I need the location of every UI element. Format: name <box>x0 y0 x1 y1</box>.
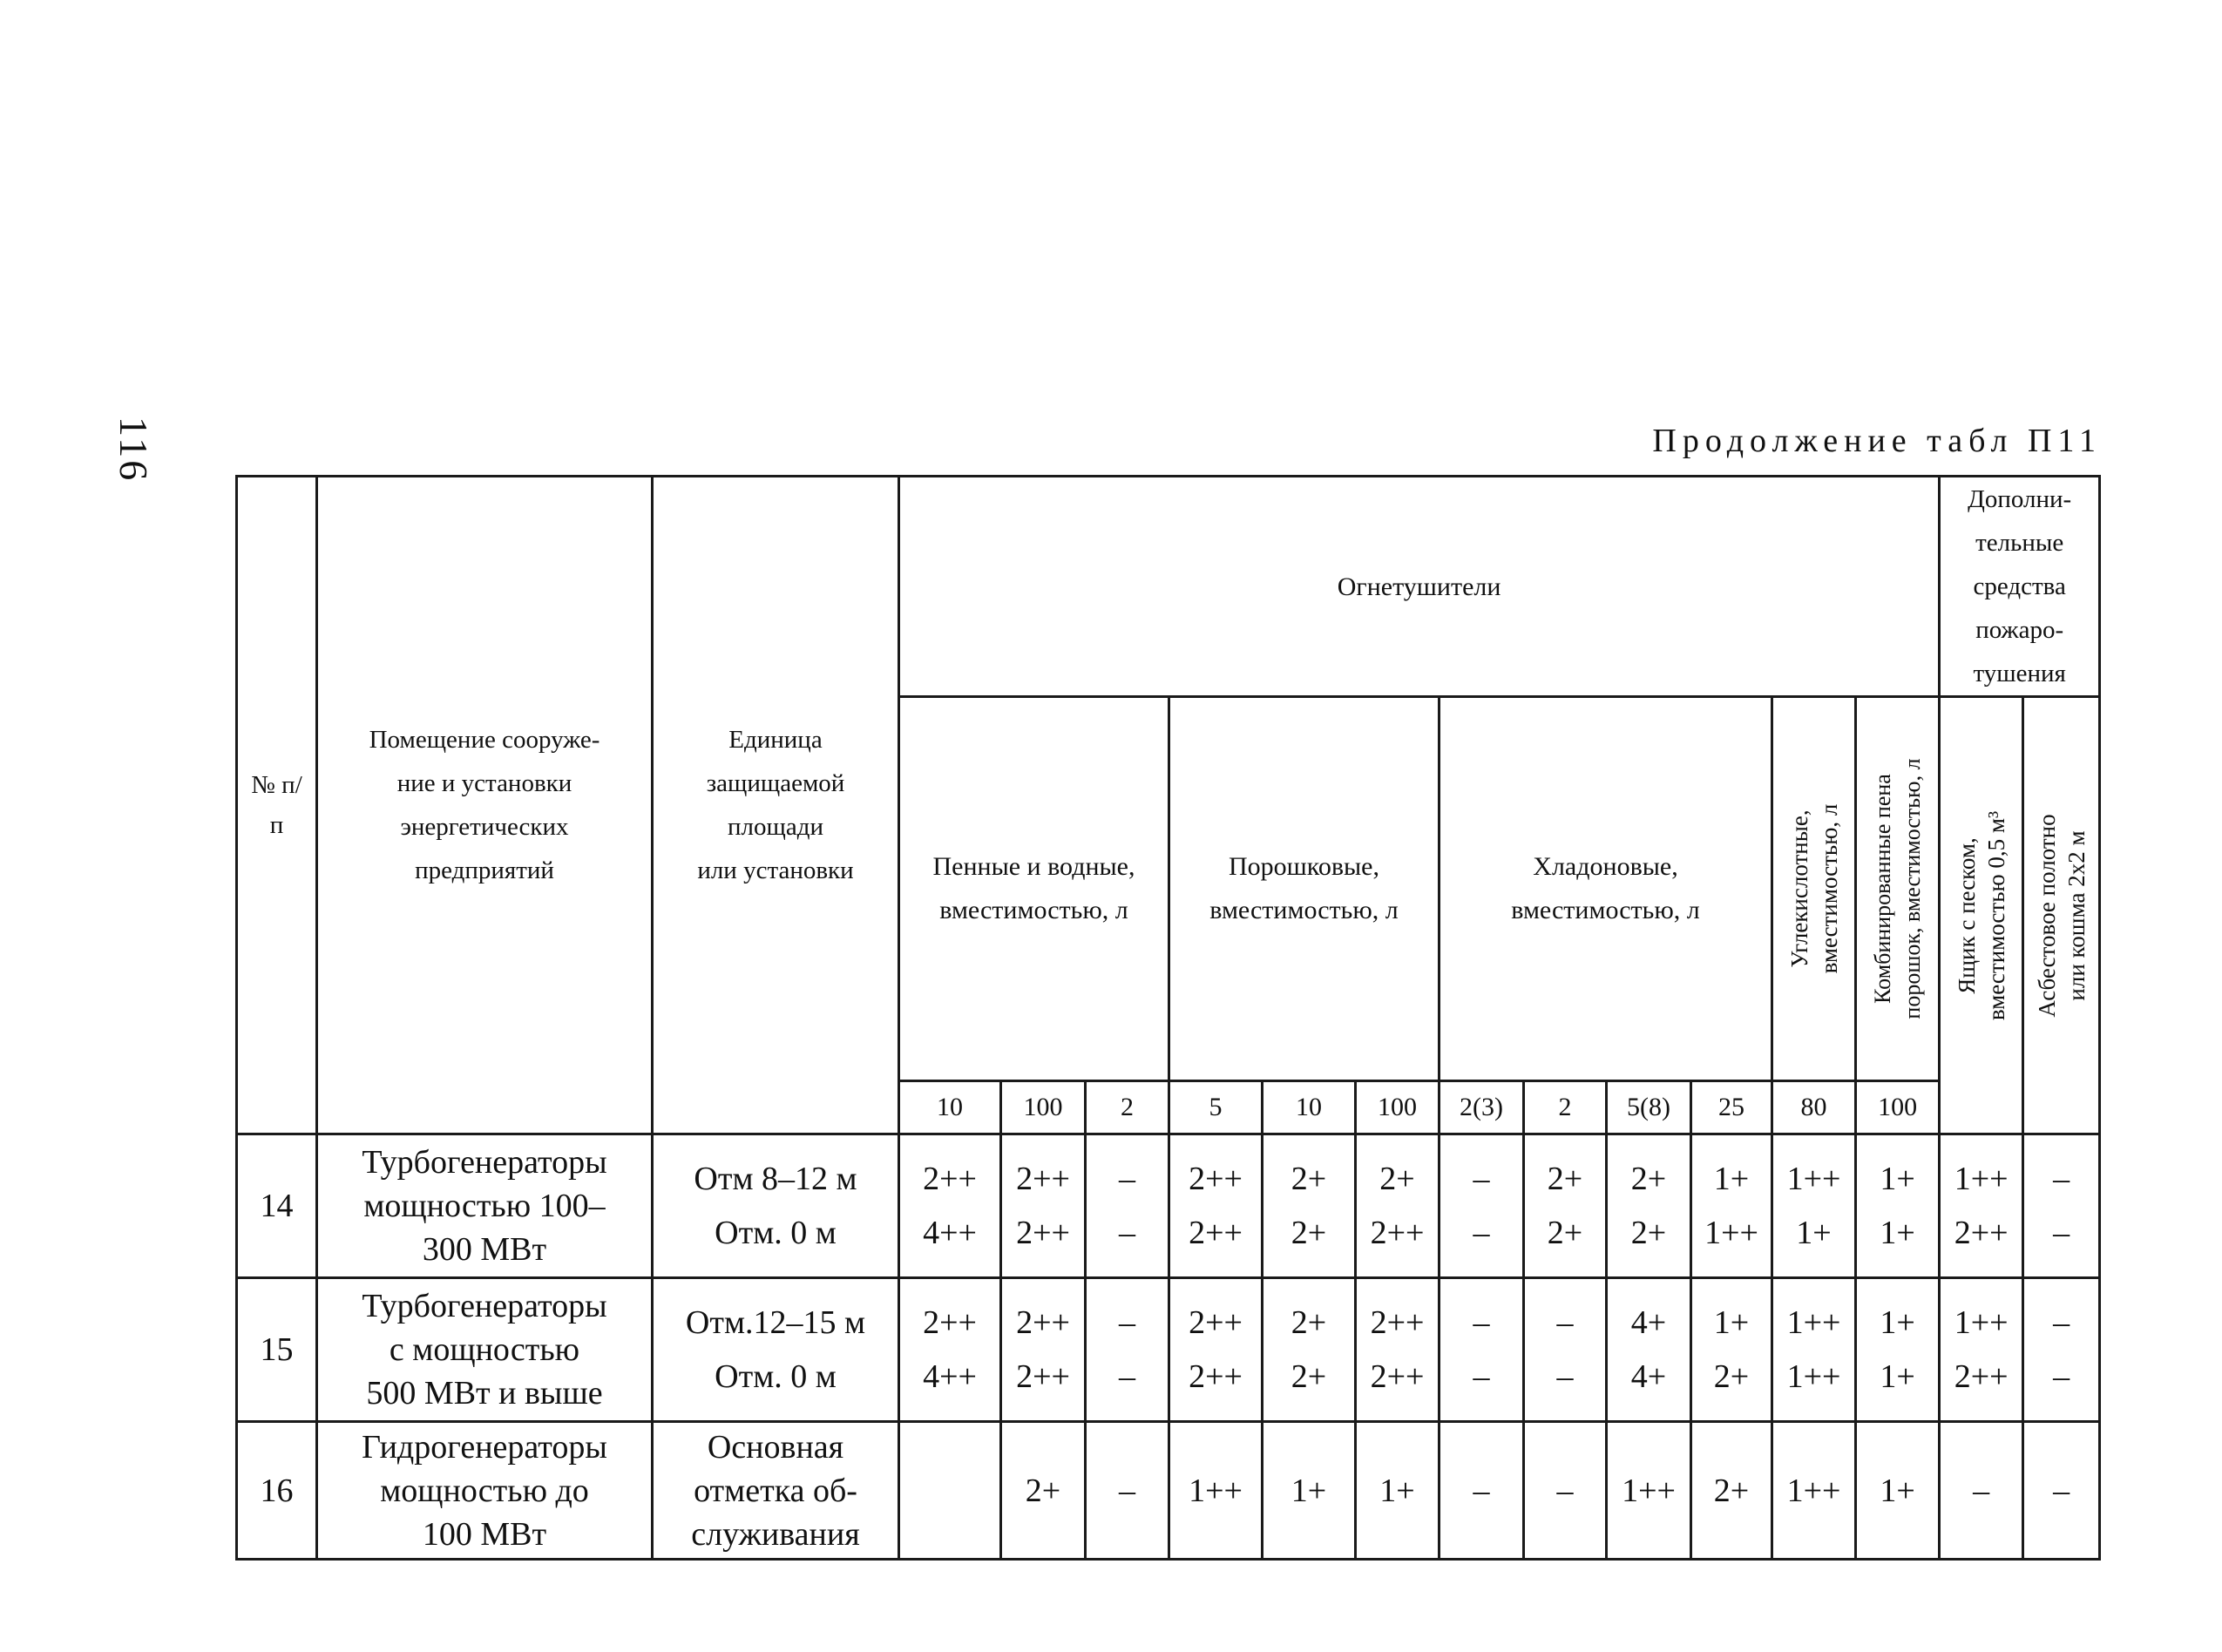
value: – <box>2053 1358 2070 1395</box>
header-additional-line: Дополни- <box>1968 485 2072 513</box>
value: 2+ <box>1547 1161 1583 1197</box>
value-cell <box>1607 1278 1691 1422</box>
capacity-cell: 100 <box>1356 1081 1440 1134</box>
value-cell <box>1356 1278 1440 1422</box>
value-cell <box>1856 1278 1940 1422</box>
value: 1++ <box>1704 1215 1758 1251</box>
capacity-cell: 2 <box>1086 1081 1169 1134</box>
value-cell <box>1001 1278 1086 1422</box>
unit-line: Отм. 0 м <box>715 1358 837 1395</box>
value: 1++ <box>1786 1358 1841 1395</box>
value: – <box>1556 1304 1574 1341</box>
capacity-cell: 100 <box>1856 1081 1940 1134</box>
value-cell <box>1940 1134 2023 1278</box>
unit-cell <box>653 1422 899 1560</box>
value: 2++ <box>1954 1215 2009 1251</box>
value-cell <box>1356 1422 1440 1560</box>
header-premises-line: ние и установки <box>396 769 572 797</box>
value: 1+ <box>1880 1215 1915 1251</box>
capacity-cell: 5(8) <box>1607 1081 1691 1134</box>
table-body <box>237 1134 2100 1560</box>
value-cell <box>1086 1134 1169 1278</box>
value: – <box>2053 1472 2070 1509</box>
header-freon-line: вместимостью, л <box>1511 896 1700 924</box>
value: 2+ <box>1291 1161 1327 1197</box>
value-cell <box>899 1422 1001 1560</box>
capacity-cell: 10 <box>899 1081 1001 1134</box>
premises-line: Турбогенераторы <box>362 1288 607 1324</box>
unit-line: Отм 8–12 м <box>694 1161 857 1197</box>
row-number: 16 <box>237 1422 317 1560</box>
value: 1++ <box>1622 1472 1676 1509</box>
header-foam <box>899 697 1169 1081</box>
value-cell <box>2023 1422 2100 1560</box>
value-cell <box>1356 1134 1440 1278</box>
value-cell <box>1524 1278 1607 1422</box>
value-cell <box>1169 1278 1263 1422</box>
value: 2+ <box>1547 1215 1583 1251</box>
header-asbestos-line: Асбестовое полотно <box>2033 813 2060 1018</box>
header-additional-line: средства <box>1973 572 2066 600</box>
value-cell <box>1772 1278 1856 1422</box>
header-additional-line: тушения <box>1973 660 2066 687</box>
value: 4++ <box>923 1215 977 1251</box>
value: 2+ <box>1291 1358 1327 1395</box>
value: 2++ <box>1016 1304 1070 1341</box>
value-cell <box>2023 1134 2100 1278</box>
value-cell <box>1263 1278 1356 1422</box>
value: 1++ <box>1786 1472 1841 1509</box>
header-premises-line: предприятий <box>415 856 554 884</box>
value: 4+ <box>1630 1304 1667 1341</box>
value: – <box>1556 1472 1574 1509</box>
header-premises-line: энергетических <box>400 813 569 841</box>
value: 2++ <box>1370 1215 1425 1251</box>
value-cell <box>1607 1422 1691 1560</box>
value-cell <box>1524 1422 1607 1560</box>
premises-line: с мощностью <box>389 1331 580 1368</box>
value-cell <box>1691 1134 1772 1278</box>
value: 1+ <box>1796 1215 1832 1251</box>
value: – <box>1473 1215 1490 1251</box>
value: 2++ <box>923 1304 977 1341</box>
unit-line: Отм. 0 м <box>715 1215 837 1251</box>
table-row <box>237 1278 2100 1422</box>
header-combined <box>1856 697 1940 1081</box>
header-additional <box>1940 477 2100 697</box>
value: – <box>1119 1215 1135 1251</box>
header-premises <box>317 477 653 1134</box>
value: – <box>1473 1472 1490 1509</box>
premises-cell <box>317 1422 653 1560</box>
value-cell <box>1772 1422 1856 1560</box>
header-sand-box-line: вместимостью 0,5 м³ <box>1982 810 2009 1020</box>
header-co2 <box>1772 697 1856 1081</box>
value: 1++ <box>1954 1304 2009 1341</box>
value: 2++ <box>1954 1358 2009 1395</box>
premises-line: мощностью до <box>380 1472 589 1509</box>
value: 2+ <box>1713 1472 1750 1509</box>
value-cell <box>1001 1134 1086 1278</box>
value: 1+ <box>1713 1161 1750 1197</box>
unit-line: Основная <box>707 1428 844 1466</box>
header-unit <box>653 477 899 1134</box>
premises-cell <box>317 1278 653 1422</box>
header-foam-line: Пенные и водные, <box>932 852 1135 881</box>
unit-cell <box>653 1134 899 1278</box>
value: 1+ <box>1880 1472 1915 1509</box>
value-cell <box>1940 1422 2023 1560</box>
unit-line: служивания <box>691 1515 860 1553</box>
value: 4++ <box>923 1358 977 1395</box>
value-cell <box>1772 1134 1856 1278</box>
value: 1++ <box>1786 1304 1841 1341</box>
header-combined-line: порошок, вместимостью, л <box>1899 758 1925 1019</box>
header-num: № п/п <box>237 477 317 1134</box>
value: 2++ <box>1016 1358 1070 1395</box>
header-co2-line: Углекислотные, <box>1785 809 1812 968</box>
header-sand-box <box>1940 697 2023 1134</box>
value: 1++ <box>1954 1161 2009 1197</box>
value-cell <box>1691 1278 1772 1422</box>
capacity-cell: 2(3) <box>1440 1081 1524 1134</box>
capacity-cell: 2 <box>1524 1081 1607 1134</box>
value: 1+ <box>1880 1358 1915 1395</box>
header-unit-line: Единица <box>728 726 823 754</box>
value: 2+ <box>1291 1215 1327 1251</box>
value: 2++ <box>1016 1215 1070 1251</box>
value-cell <box>1169 1134 1263 1278</box>
unit-cell <box>653 1278 899 1422</box>
value: 1+ <box>1713 1304 1750 1341</box>
value: 1++ <box>1189 1472 1243 1509</box>
premises-line: Гидрогенераторы <box>362 1428 607 1466</box>
value: 1+ <box>1880 1161 1915 1197</box>
unit-line: Отм.12–15 м <box>685 1304 866 1341</box>
value-cell <box>1086 1278 1169 1422</box>
value: 2+ <box>1025 1472 1061 1509</box>
value: 4+ <box>1630 1358 1667 1395</box>
value <box>900 1464 999 1518</box>
value: – <box>1973 1472 1990 1509</box>
value: 1++ <box>1786 1161 1841 1197</box>
value: – <box>1556 1358 1574 1395</box>
header-premises-line: Помещение сооруже- <box>369 726 600 754</box>
value: – <box>1473 1358 1490 1395</box>
header-unit-line: защищаемой <box>706 769 845 797</box>
value-cell <box>1001 1422 1086 1560</box>
capacity-cell: 10 <box>1263 1081 1356 1134</box>
value-cell <box>1524 1134 1607 1278</box>
value: 2++ <box>923 1161 977 1197</box>
value: 2++ <box>1189 1304 1243 1341</box>
header-sand-box-line: Ящик с песком, <box>1953 836 1980 994</box>
capacity-cell: 100 <box>1001 1081 1086 1134</box>
unit-line: отметка об- <box>694 1472 857 1509</box>
value: 2+ <box>1630 1215 1667 1251</box>
value: – <box>2053 1161 2070 1197</box>
header-asbestos-line: или кошма 2x2 м <box>2063 829 2090 1001</box>
header-unit-line: площади <box>728 813 823 841</box>
value-cell <box>1086 1422 1169 1560</box>
value: – <box>1473 1304 1490 1341</box>
value: 2++ <box>1189 1215 1243 1251</box>
value: – <box>1119 1304 1135 1341</box>
row-number: 14 <box>237 1134 317 1278</box>
value: 1+ <box>1379 1472 1415 1509</box>
value-cell <box>1169 1422 1263 1560</box>
value-cell <box>1856 1422 1940 1560</box>
header-additional-line: тельные <box>1975 529 2064 557</box>
value: – <box>2053 1215 2070 1251</box>
premises-line: 100 МВт <box>422 1515 547 1553</box>
value-cell <box>1691 1422 1772 1560</box>
header-extinguishers: Огнетушители <box>899 477 1940 697</box>
table-row <box>237 1422 2100 1560</box>
value: – <box>1473 1161 1490 1197</box>
value-cell <box>899 1134 1001 1278</box>
value: 2+ <box>1630 1161 1667 1197</box>
value-cell <box>1856 1134 1940 1278</box>
value-cell <box>1263 1422 1356 1560</box>
header-freon-line: Хладоновые, <box>1533 852 1678 881</box>
value: 2+ <box>1713 1358 1750 1395</box>
value-cell <box>1440 1134 1524 1278</box>
value: 1+ <box>1291 1472 1327 1509</box>
value-cell <box>1940 1278 2023 1422</box>
value-cell <box>899 1278 1001 1422</box>
value: 2++ <box>1189 1358 1243 1395</box>
value-cell <box>1263 1134 1356 1278</box>
value-cell <box>2023 1278 2100 1422</box>
header-freon <box>1440 697 1772 1081</box>
premises-cell <box>317 1134 653 1278</box>
capacity-cell: 80 <box>1772 1081 1856 1134</box>
header-powder-line: Порошковые, <box>1229 852 1379 881</box>
value: – <box>1119 1161 1135 1197</box>
value-cell <box>1440 1278 1524 1422</box>
premises-line: Турбогенераторы <box>362 1144 607 1181</box>
value-cell <box>1607 1134 1691 1278</box>
premises-line: мощностью 100– <box>363 1188 606 1224</box>
header-powder-line: вместимостью, л <box>1209 896 1399 924</box>
header-powder <box>1169 697 1440 1081</box>
table-row <box>237 1134 2100 1278</box>
table-caption: Продолжение табл П11 <box>1652 423 2102 459</box>
value: 1+ <box>1880 1304 1915 1341</box>
premises-line: 500 МВт и выше <box>366 1375 603 1412</box>
header-co2-line: вместимостью, л <box>1815 803 1842 974</box>
row-number: 15 <box>237 1278 317 1422</box>
header-asbestos <box>2023 697 2100 1134</box>
capacity-cell: 25 <box>1691 1081 1772 1134</box>
header-additional-line: пожаро- <box>1975 616 2064 644</box>
value: – <box>1119 1472 1135 1509</box>
fire-extinguisher-table <box>235 475 2101 1561</box>
value-cell <box>1440 1422 1524 1560</box>
value: – <box>2053 1304 2070 1341</box>
value: 2++ <box>1370 1358 1425 1395</box>
header-foam-line: вместимостью, л <box>939 896 1128 924</box>
page-number: 116 <box>112 416 156 484</box>
value: 2++ <box>1370 1304 1425 1341</box>
value: 2++ <box>1016 1161 1070 1197</box>
premises-line: 300 МВт <box>422 1231 547 1268</box>
capacity-cell: 5 <box>1169 1081 1263 1134</box>
header-unit-line: или установки <box>697 856 854 884</box>
value: 2+ <box>1379 1161 1415 1197</box>
value: – <box>1119 1358 1135 1395</box>
value: 2+ <box>1291 1304 1327 1341</box>
value: 2++ <box>1189 1161 1243 1197</box>
header-combined-line: Комбинированные пена <box>1869 774 1895 1004</box>
